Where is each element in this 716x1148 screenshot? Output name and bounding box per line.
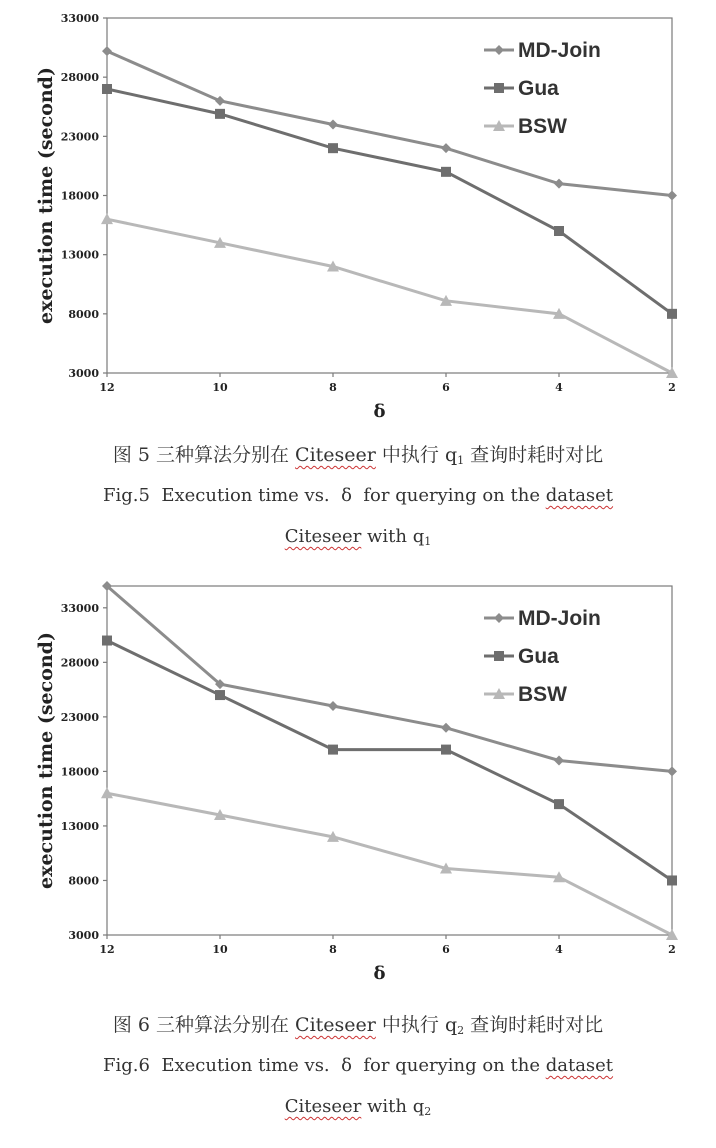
figure-5 [0, 0, 716, 560]
caption-dataset: Citeseer [295, 444, 376, 466]
series-line-gua [107, 641, 672, 881]
legend-label-bsw: BSW [518, 115, 567, 138]
data-point-md-join [667, 191, 677, 201]
x-axis-label: δ [373, 401, 386, 422]
caption-text: Fig.5 Execution time vs. δ for querying on the [102, 485, 546, 506]
caption-text: Fig.6 Execution time vs. δ for querying on the [102, 1055, 546, 1076]
legend-label-gua: Gua [518, 645, 559, 668]
legend-marker-gua [494, 651, 504, 661]
legend-label-bsw: BSW [518, 683, 567, 706]
x-tick-label: 12 [99, 381, 115, 394]
caption-cn-fig5 [0, 440, 716, 467]
x-tick-label: 4 [555, 381, 563, 394]
data-point-gua [328, 143, 338, 153]
legend-label-gua: Gua [518, 77, 559, 100]
y-tick-label: 3000 [68, 367, 99, 380]
data-point-gua [328, 745, 338, 755]
data-point-md-join [215, 96, 225, 106]
y-tick-label: 13000 [60, 819, 99, 833]
figure-6 [0, 568, 716, 1148]
y-tick-label: 18000 [60, 189, 99, 203]
data-point-gua [441, 167, 451, 177]
caption-text: with q [361, 1096, 425, 1117]
data-point-gua [554, 799, 564, 809]
caption-en-line1-fig5 [0, 485, 716, 506]
x-tick-label: 2 [668, 943, 676, 956]
caption-subscript: 1 [424, 535, 432, 548]
data-point-md-join [328, 701, 338, 711]
data-point-md-join [554, 179, 564, 189]
x-axis-label: δ [373, 963, 386, 984]
y-axis-label: execution time (second) [35, 632, 57, 889]
series-line-bsw [107, 793, 672, 935]
y-tick-label: 13000 [60, 248, 99, 262]
data-point-gua [667, 309, 677, 319]
caption-text: 图 6 三种算法分别在 [112, 1014, 296, 1036]
y-tick-label: 28000 [60, 71, 99, 85]
x-tick-label: 6 [442, 381, 450, 394]
y-tick-label: 18000 [60, 765, 99, 779]
y-tick-label: 33000 [60, 601, 99, 615]
x-tick-label: 2 [668, 381, 676, 394]
legend-label-md-join: MD-Join [518, 607, 601, 630]
data-point-gua [102, 636, 112, 646]
x-tick-label: 8 [329, 381, 337, 394]
y-axis-label: execution time (second) [35, 67, 57, 324]
data-point-md-join [441, 143, 451, 153]
x-tick-label: 10 [212, 381, 228, 394]
legend-label-md-join: MD-Join [518, 39, 601, 62]
data-point-gua [102, 84, 112, 94]
caption-text: 查询时耗时对比 [464, 1014, 604, 1036]
x-tick-label: 6 [442, 943, 450, 956]
chart-figure-5 [0, 0, 716, 430]
plot-frame [107, 18, 672, 373]
y-tick-label: 23000 [60, 710, 99, 724]
data-point-gua [667, 875, 677, 885]
caption-en-line2-fig5 [0, 526, 716, 548]
x-tick-label: 10 [212, 943, 228, 956]
y-tick-label: 23000 [60, 130, 99, 144]
y-tick-label: 3000 [68, 929, 99, 942]
x-tick-label: 12 [99, 943, 115, 956]
caption-en-line2-fig6 [0, 1096, 716, 1118]
data-point-gua [441, 745, 451, 755]
series-line-gua [107, 89, 672, 314]
caption-cn-fig6 [0, 1010, 716, 1037]
data-point-md-join [441, 723, 451, 733]
data-point-gua [215, 690, 225, 700]
data-point-md-join [554, 756, 564, 766]
series-line-md-join [107, 51, 672, 195]
series-line-bsw [107, 219, 672, 373]
caption-subscript: 2 [424, 1105, 432, 1118]
y-tick-label: 8000 [68, 307, 99, 321]
y-tick-label: 28000 [60, 656, 99, 670]
y-tick-label: 33000 [60, 12, 99, 25]
data-point-md-join [328, 120, 338, 130]
caption-text: 中执行 q [375, 444, 458, 466]
caption-dataset: Citeseer [284, 1096, 362, 1117]
caption-dataset: Citeseer [284, 526, 362, 547]
data-point-md-join [102, 46, 112, 56]
legend-marker-gua [494, 83, 504, 93]
chart-figure-6 [0, 568, 716, 998]
plot-frame [107, 586, 672, 935]
caption-text: 中执行 q [375, 1014, 458, 1036]
caption-text: with q [361, 526, 425, 547]
caption-text: dataset [545, 1055, 614, 1076]
caption-subscript: 2 [457, 1024, 465, 1037]
data-point-md-join [667, 766, 677, 776]
caption-subscript: 1 [457, 454, 465, 467]
x-tick-label: 8 [329, 943, 337, 956]
x-tick-label: 4 [555, 943, 563, 956]
y-tick-label: 8000 [68, 874, 99, 888]
caption-text: 查询时耗时对比 [464, 444, 604, 466]
caption-text: 图 5 三种算法分别在 [112, 444, 296, 466]
legend-marker-md-join [494, 613, 504, 623]
caption-dataset: Citeseer [295, 1014, 376, 1036]
data-point-gua [215, 109, 225, 119]
data-point-gua [554, 226, 564, 236]
legend-marker-md-join [494, 45, 504, 55]
caption-en-line1-fig6 [0, 1055, 716, 1076]
caption-text: dataset [545, 485, 614, 506]
